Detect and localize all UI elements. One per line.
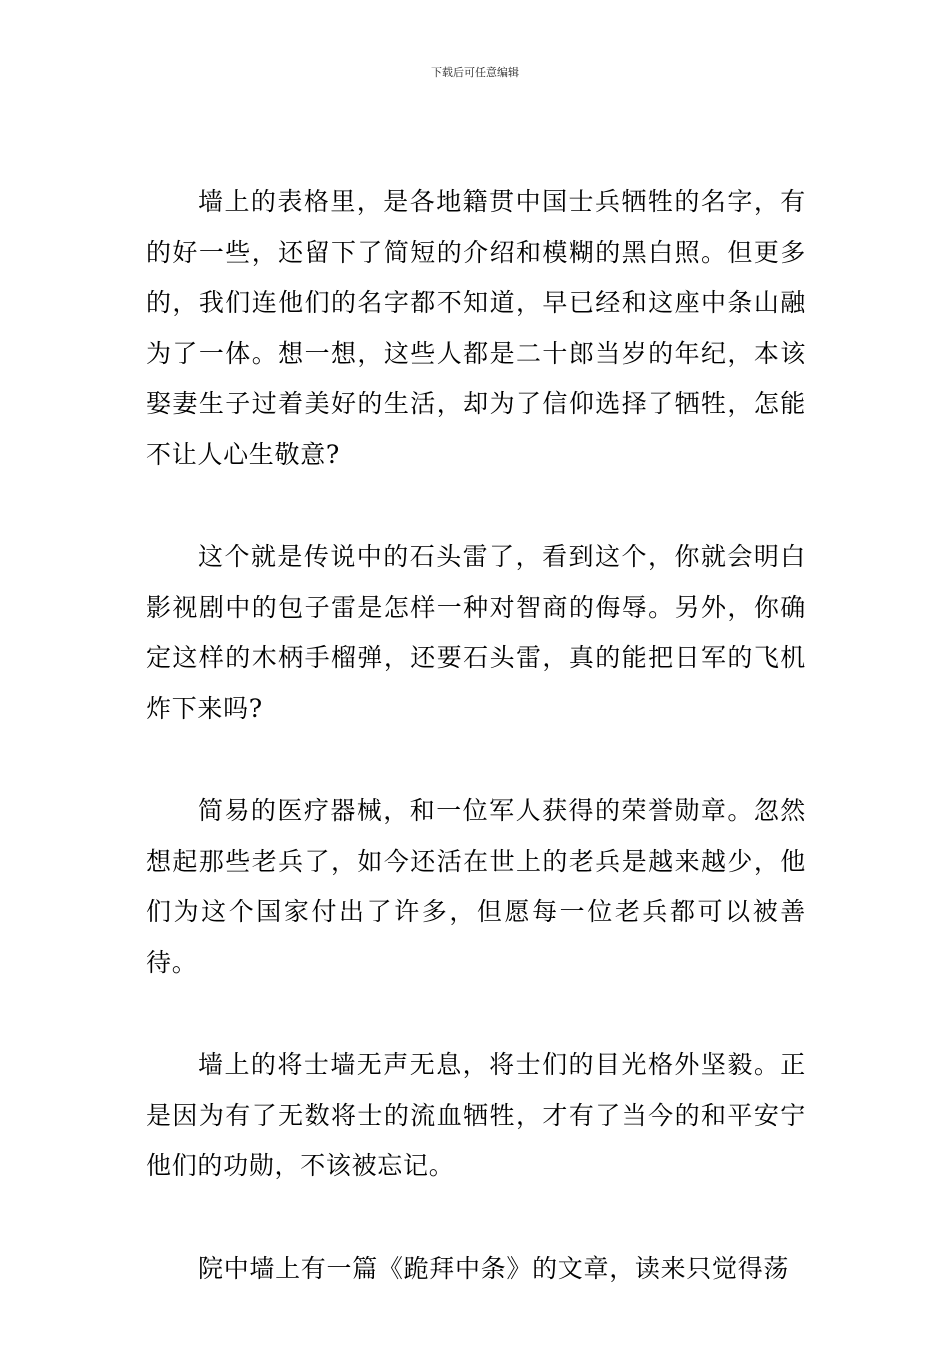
paragraph-4: 墙上的将士墙无声无息，将士们的目光格外坚毅。正是因为有了无数将士的流血牺牲，才有了当今的和平安宁他们的功勋，不该被忘记。 bbox=[146, 1050, 806, 1180]
paragraph-5: 院中墙上有一篇《跪拜中条》的文章，读来只觉得荡 bbox=[198, 1253, 790, 1283]
paragraph-3: 简易的医疗器械，和一位军人获得的荣誉勋章。忽然想起那些老兵了，如今还活在世上的老兵是越来越少，他们为这个国家付出了许多，但愿每一位老兵都可以被善待。 bbox=[146, 796, 806, 977]
page-header: 下载后可任意编辑 bbox=[431, 66, 519, 79]
paragraph-2: 这个就是传说中的石头雷了，看到这个，你就会明白影视剧中的包子雷是怎样一种对智商的侮辱。另外，你确定这样的木柄手榴弹，还要石头雷，真的能把日军的飞机炸下来吗? bbox=[146, 542, 806, 723]
paragraph-1: 墙上的表格里，是各地籍贯中国士兵牺牲的名字，有的好一些，还留下了简短的介绍和模糊的黑白照。但更多的，我们连他们的名字都不知道，早已经和这座中条山融为了一体。想一想，这些人都是二十郎当岁的年纪，本该娶妻生子过着美好的生活，却为了信仰选择了牺牲，怎能不让人心生敬意? bbox=[146, 187, 806, 469]
document-body bbox=[146, 177, 806, 1346]
